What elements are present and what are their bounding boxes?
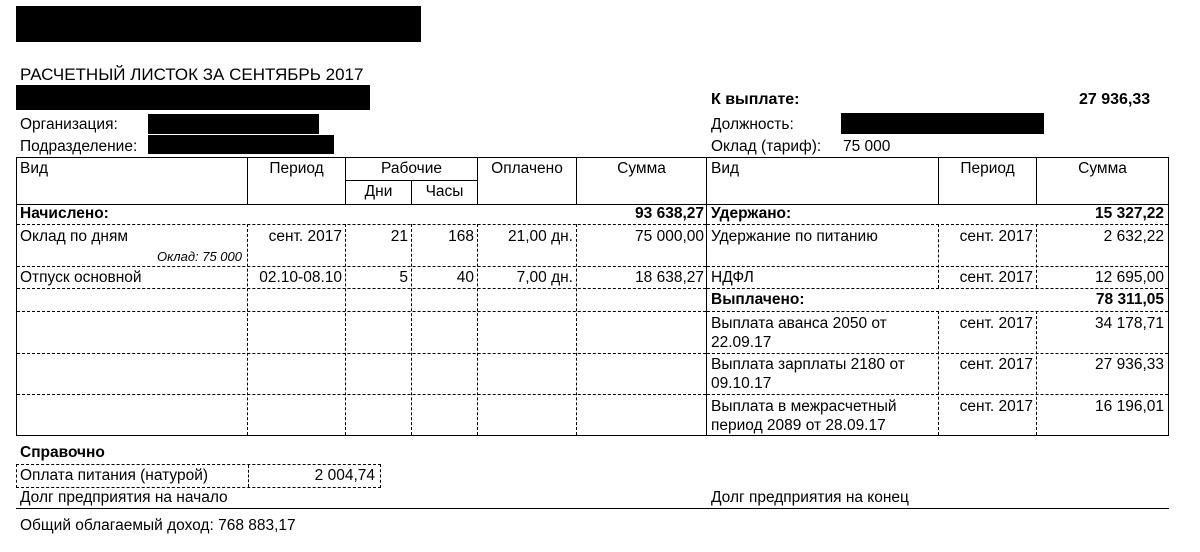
header-sum-right: Сумма: [1078, 160, 1127, 177]
row-separator: [17, 353, 706, 354]
row-separator: [17, 266, 706, 267]
paid-row-period: сент. 2017: [959, 356, 1033, 373]
header-working: Рабочие: [381, 160, 442, 177]
withheld-row-period: сент. 2017: [959, 269, 1033, 286]
header-separator: [16, 204, 1169, 205]
column-separator: [411, 224, 412, 435]
table-row-days: 21: [390, 228, 408, 245]
table-border-bottom: [16, 435, 1169, 436]
page-title: РАСЧЕТНЫЙ ЛИСТОК ЗА СЕНТЯБРЬ 2017: [20, 65, 364, 84]
accrued-total: 93 638,27: [635, 205, 704, 222]
header-period-left: Период: [269, 160, 324, 177]
row-separator: [17, 311, 706, 312]
paid-row-period: сент. 2017: [959, 398, 1033, 415]
footer-separator: [16, 508, 1169, 509]
food-payment-label: Оплата питания (натурой): [20, 467, 209, 484]
food-payment-value: 2 004,74: [314, 467, 375, 484]
header-vid-left: Вид: [20, 160, 49, 177]
salary-value: 75 000: [843, 138, 891, 155]
withheld-total: 15 327,22: [1095, 205, 1164, 222]
table-row-hours: 40: [456, 269, 474, 286]
table-row-period: сент. 2017: [268, 228, 342, 245]
table-row-period: 02.10-08.10: [259, 269, 342, 286]
row-separator: [17, 224, 706, 225]
to-pay-label: К выплате:: [711, 91, 800, 108]
paid-row-sum: 16 196,01: [1095, 398, 1164, 415]
table-row-paid: 21,00 дн.: [507, 228, 573, 245]
debt-end-label: Долг предприятия на конец: [711, 489, 909, 506]
table-row-sum: 18 638,27: [635, 269, 704, 286]
redacted-employee-name: [16, 85, 370, 110]
header-hours: Часы: [425, 183, 464, 200]
table-row-vid: Оклад по дням: [20, 228, 129, 245]
header-days: Дни: [364, 183, 393, 200]
debt-start-label: Долг предприятия на начало: [20, 489, 228, 506]
paid-row-sum: 27 936,33: [1095, 356, 1164, 373]
table-border-right: [1168, 157, 1169, 436]
withheld-row-vid: Удержание по питанию: [711, 228, 878, 245]
position-label: Должность:: [711, 116, 794, 133]
withheld-row-period: сент. 2017: [959, 228, 1033, 245]
header-sum-left: Сумма: [617, 160, 666, 177]
accrued-label: Начислено:: [20, 205, 109, 222]
redacted-position: [841, 113, 1044, 134]
food-payment-box: [16, 464, 381, 488]
header-vid-right: Вид: [711, 160, 740, 177]
withheld-row-vid: НДФЛ: [711, 269, 754, 286]
withheld-row-sum: 2 632,22: [1103, 228, 1164, 245]
table-border-top: [16, 157, 1169, 158]
row-separator: [17, 394, 706, 395]
paid-row-period: сент. 2017: [959, 315, 1033, 332]
column-separator: [247, 224, 248, 435]
taxable-income: Общий облагаемый доход: 768 883,17: [20, 517, 296, 534]
column-separator: [576, 224, 577, 435]
paid-row-vid: Выплата аванса 2050 от 22.09.17: [711, 315, 887, 351]
redacted-department: [148, 135, 334, 154]
header-period-right: Период: [960, 160, 1015, 177]
paid-row-vid: Выплата зарплаты 2180 от 09.10.17: [711, 356, 905, 392]
department-label: Подразделение:: [20, 138, 138, 155]
row-separator: [17, 288, 706, 289]
paid-row-vid: Выплата в межрасчетный период 2089 от 28.09.17: [711, 398, 897, 434]
withheld-label: Удержано:: [711, 205, 792, 222]
table-row-vid: Отпуск основной: [20, 269, 142, 286]
column-separator: [345, 224, 346, 435]
redacted-header-block: [16, 6, 421, 42]
row-separator: [707, 288, 1168, 289]
reference-title: Справочно: [20, 444, 105, 461]
column-separator: [477, 224, 478, 435]
withheld-row-sum: 12 695,00: [1095, 269, 1164, 286]
table-row-note: Оклад: 75 000: [157, 249, 242, 264]
organization-label: Организация:: [20, 116, 118, 133]
table-row-days: 5: [399, 269, 408, 286]
paid-total: 78 311,05: [1095, 291, 1164, 308]
table-row-sum: 75 000,00: [635, 228, 704, 245]
to-pay-value: 27 936,33: [1079, 91, 1151, 108]
paid-label: Выплачено:: [711, 291, 805, 308]
header-paid: Оплачено: [491, 160, 563, 177]
table-row-paid: 7,00 дн.: [516, 269, 573, 286]
table-row-hours: 168: [448, 228, 474, 245]
redacted-organization: [148, 114, 319, 134]
paid-row-sum: 34 178,71: [1095, 315, 1164, 332]
salary-label: Оклад (тариф):: [711, 138, 822, 155]
